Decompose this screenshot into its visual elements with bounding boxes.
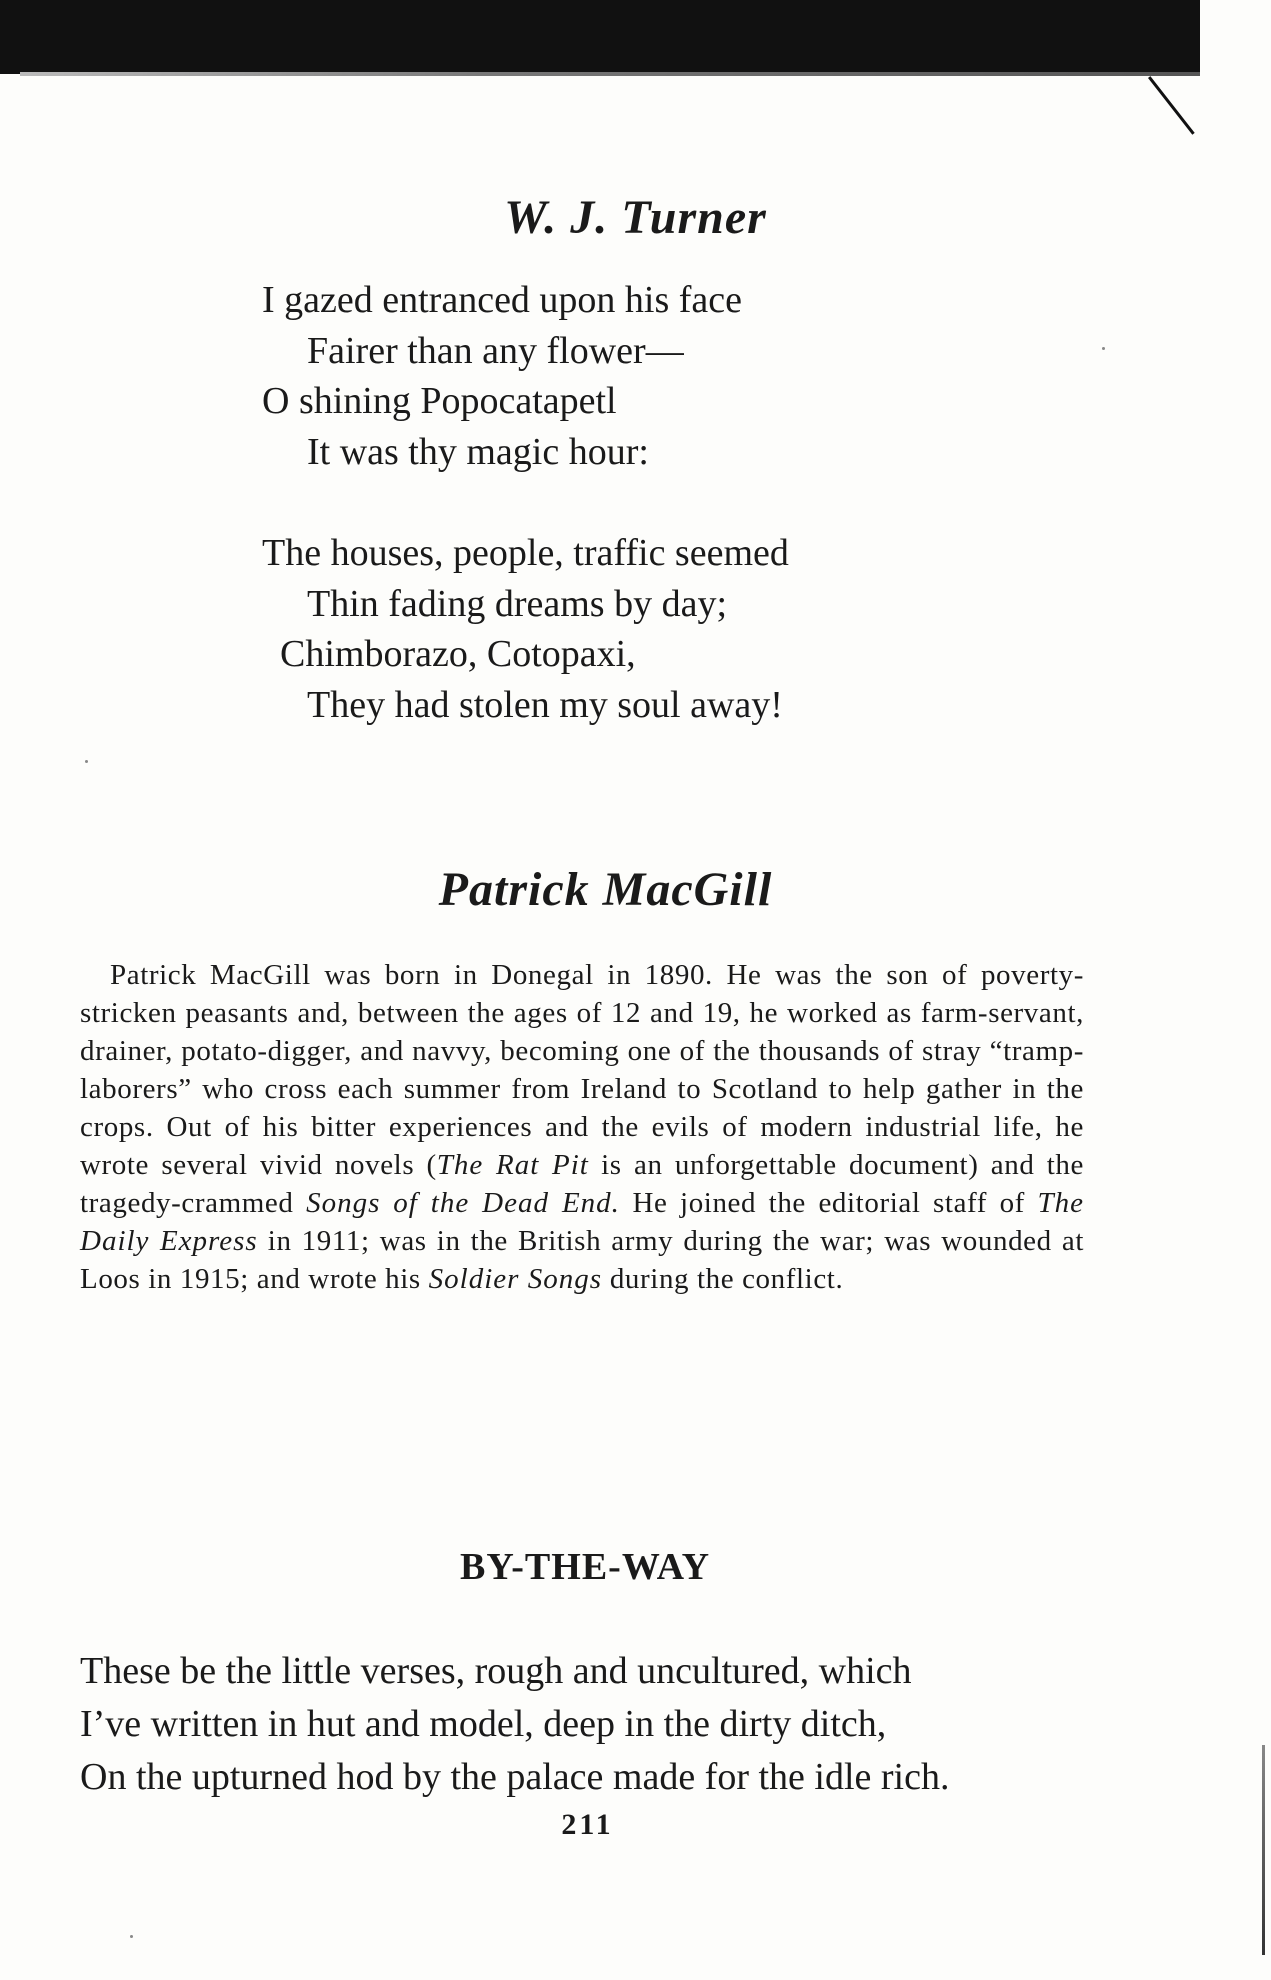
book-title: The Rat Pit xyxy=(436,1149,589,1181)
macgill-heading: Patrick MacGill xyxy=(438,863,773,916)
bio-text: He joined the editorial staff of xyxy=(619,1187,1038,1219)
scan-speck xyxy=(85,760,88,763)
turner-heading: W. J. Turner xyxy=(504,191,767,244)
verse-line: On the upturned hod by the palace made for the idle rich. xyxy=(80,1756,950,1798)
poem-line: Thin fading dreams by day; xyxy=(307,582,728,625)
bio-text: in 1911; was in the British army during the war; was wounded at Loos in 1915; and wrote his xyxy=(80,1225,1084,1295)
turner-stanza-2 xyxy=(262,528,789,730)
macgill-biography xyxy=(80,956,1084,1298)
by-the-way-heading: BY-THE-WAY xyxy=(459,1546,711,1588)
poem-line: O shining Popocatapetl xyxy=(262,380,617,422)
poem-line: It was thy magic hour: xyxy=(307,430,649,473)
bio-text: during the conflict. xyxy=(601,1263,844,1295)
verse-line: These be the little verses, rough and uncultured, which xyxy=(80,1650,912,1692)
page-edge-mark xyxy=(1262,1745,1265,1955)
verse-line: I’ve written in hut and model, deep in the dirty ditch, xyxy=(80,1703,887,1745)
poem-line: They had stolen my soul away! xyxy=(307,683,783,726)
book-title: Soldier Songs xyxy=(428,1263,602,1295)
book-title: Songs of the Dead End. xyxy=(306,1187,620,1219)
poem-line: Fairer than any flower— xyxy=(307,329,684,372)
by-the-way-verse xyxy=(80,1645,949,1804)
bio-text: Patrick MacGill was born in Donegal in 1890. He was the son of poverty-stricken peasants and, between the ages of 12 and 19, he worked as farm-servant, drainer, potato-digger, and navvy, becoming one of the thousands of stray “tramp-laborers” who cross each summer from Ireland to Scotland to help gather in the crops. Out of his bitter experiences and the evils of modern industrial life, he wrote several vivid novels ( xyxy=(80,959,1084,1181)
page-top-rule xyxy=(0,0,1200,74)
scan-speck xyxy=(130,1935,133,1938)
page-top-rule-edge xyxy=(20,72,1200,76)
poem-line: The houses, people, traffic seemed xyxy=(262,532,789,574)
scan-speck xyxy=(1102,347,1105,350)
turner-stanza-1 xyxy=(262,275,742,477)
poem-line: Chimborazo, Cotopaxi, xyxy=(280,633,636,675)
corner-mark xyxy=(1148,76,1195,135)
bio-text: is an unforgettable document) and the tragedy-crammed xyxy=(80,1149,1084,1219)
publication-title: The Daily Express xyxy=(80,1187,1084,1257)
page-number: 211 xyxy=(561,1808,614,1841)
poem-line: I gazed entranced upon his face xyxy=(262,279,743,321)
